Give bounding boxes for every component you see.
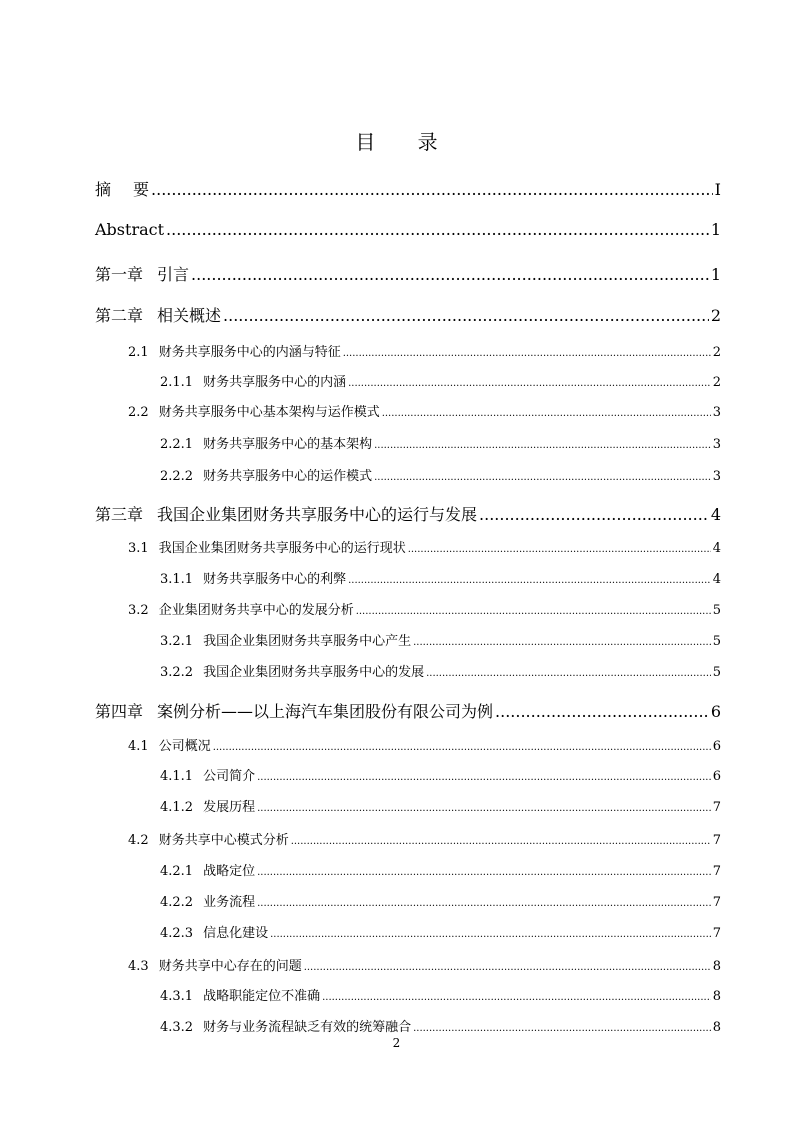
toc-entry-text: 财务共享服务中心的利弊: [203, 572, 347, 587]
toc-leader-dots: [322, 992, 711, 1003]
toc-leader-dots: [479, 505, 709, 524]
toc-entry-label: [160, 465, 372, 484]
toc-entry-number: 3.2.2: [160, 665, 194, 680]
toc-leader-dots: [495, 702, 709, 721]
toc-entry-text: 引言: [157, 265, 190, 284]
toc-entry-text: 我国企业集团财务共享服务中心的发展: [203, 665, 425, 680]
toc-entry[interactable]: [128, 599, 721, 618]
toc-entry[interactable]: [128, 955, 721, 974]
toc-entry-number: 2.1: [128, 345, 149, 360]
toc-leader-dots: [374, 440, 711, 451]
toc-leader-dots: [426, 668, 711, 679]
toc-entry-number: 2.2: [128, 405, 149, 420]
toc-entry-text: 财务共享服务中心的内涵与特征: [158, 345, 341, 360]
toc-entry-number: 4.2.3: [160, 926, 194, 941]
toc-entry-text: 我国企业集团财务共享服务中心的运行与发展: [157, 505, 478, 524]
toc-entry-number: 2.2.2: [160, 469, 194, 484]
toc-entry-text: 战略职能定位不准确: [203, 989, 321, 1004]
toc-entry[interactable]: [160, 1016, 721, 1035]
toc-entry-page: 3: [712, 469, 721, 484]
toc-leader-dots: [151, 180, 713, 199]
toc-entry[interactable]: [128, 341, 721, 360]
toc-entry-text: 财务共享服务中心的基本架构: [203, 437, 373, 452]
toc-entry[interactable]: [160, 371, 721, 390]
toc-entry-number: 摘: [95, 180, 112, 199]
toc-entry-label: [160, 630, 411, 649]
toc-entry-text: 财务共享中心模式分析: [158, 833, 289, 848]
toc-entry[interactable]: [160, 891, 721, 910]
toc-entry-label: [128, 599, 354, 618]
toc-leader-dots: [270, 929, 711, 940]
toc-entry-page: 8: [712, 959, 721, 974]
toc-entry[interactable]: [128, 829, 721, 848]
toc-entry-label: [95, 699, 493, 722]
toc-entry-page: 4: [710, 505, 721, 524]
toc-leader-dots: [213, 742, 711, 753]
toc-entry-number: 3.2: [128, 603, 149, 618]
toc-entry-number: 第三章: [95, 505, 144, 524]
toc-entry-number: 4.3: [128, 959, 149, 974]
toc-leader-dots: [223, 306, 709, 325]
toc-entry-text: 业务流程: [203, 895, 256, 910]
toc-entry-page: 1: [710, 265, 721, 284]
toc-leader-dots: [257, 803, 711, 814]
toc-entry-page: 7: [712, 833, 721, 848]
toc-entry-page: 1: [710, 220, 721, 239]
toc-entry-number: 4.1: [128, 739, 149, 754]
toc-entry-number: 第四章: [95, 702, 144, 721]
toc-entry-text: 企业集团财务共享中心的发展分析: [158, 603, 354, 618]
toc-leader-dots: [382, 408, 711, 419]
toc-entry-label: [95, 502, 477, 525]
toc-entry-page: 2: [712, 345, 721, 360]
toc-entry-page: 5: [712, 603, 721, 618]
toc-leader-dots: [291, 836, 711, 847]
toc-entry-number: 4.3.1: [160, 989, 194, 1004]
toc-entry-number: 4.1.1: [160, 769, 194, 784]
toc-entry[interactable]: [160, 630, 721, 649]
toc-entry-page: 8: [712, 989, 721, 1004]
toc-entry-page: 4: [712, 572, 721, 587]
toc-entry-page: 7: [712, 800, 721, 815]
toc-entry-label: [128, 735, 211, 754]
toc-entry-label: [160, 765, 255, 784]
toc-entry-text: 案例分析——以上海汽车集团股份有限公司为例: [157, 702, 494, 721]
toc-entry-number: 3.1: [128, 541, 149, 556]
toc-entry[interactable]: [160, 433, 721, 452]
toc-entry[interactable]: [95, 220, 721, 239]
toc-entry[interactable]: [95, 177, 721, 200]
toc-entry-text: 我国企业集团财务共享服务中心的运行现状: [158, 541, 406, 556]
toc-entry-label: [128, 955, 302, 974]
toc-entry-label: [95, 303, 221, 326]
toc-entry-label: [160, 922, 268, 941]
toc-leader-dots: [343, 348, 711, 359]
toc-leader-dots: [356, 606, 711, 617]
toc-entry-page: 2: [712, 375, 721, 390]
toc-entry-label: [128, 341, 341, 360]
toc-leader-dots: [304, 962, 711, 973]
toc-entry-text: 财务共享服务中心的内涵: [203, 375, 347, 390]
toc-entry-label: [160, 371, 346, 390]
toc-entry-text: 发展历程: [203, 800, 256, 815]
toc-entry[interactable]: [160, 860, 721, 879]
toc-entry[interactable]: [160, 661, 721, 680]
toc-entry[interactable]: [160, 796, 721, 815]
toc-entry-label: [160, 860, 255, 879]
toc-entry-text: 财务共享中心存在的问题: [158, 959, 302, 974]
toc-entry-label: [160, 568, 346, 587]
toc-leader-dots: [413, 1023, 711, 1034]
toc-entry-page: 4: [712, 541, 721, 556]
toc-entry-label: [160, 796, 255, 815]
toc-entry-page: 3: [712, 405, 721, 420]
toc-leader-dots: [374, 472, 711, 483]
toc-entry-label: [95, 220, 164, 239]
toc-entry-page: I: [714, 180, 721, 199]
toc-entry-text: Abstract: [95, 220, 165, 239]
toc-entry-number: 4.2: [128, 833, 149, 848]
toc-entry-page: 6: [710, 702, 721, 721]
toc-entry-page: 2: [710, 306, 721, 325]
toc-entry-text: 财务与业务流程缺乏有效的统筹融合: [203, 1020, 412, 1035]
toc-leader-dots: [348, 575, 711, 586]
toc-entry-label: [160, 1016, 411, 1035]
toc-entry-number: 2.2.1: [160, 437, 194, 452]
toc-entry[interactable]: [160, 922, 721, 941]
toc-entry-page: 6: [712, 769, 721, 784]
toc-entry-label: [95, 177, 149, 200]
toc-entry-text: 公司简介: [203, 769, 256, 784]
toc-entry-label: [95, 262, 189, 285]
toc-entry[interactable]: [128, 735, 721, 754]
toc-entry-text: 财务共享服务中心基本架构与运作模式: [158, 405, 380, 420]
toc-entry-label: [128, 401, 380, 420]
page-number: 2: [392, 1036, 401, 1050]
toc-entry[interactable]: [128, 401, 721, 420]
toc-entry-number: 4.3.2: [160, 1020, 194, 1035]
toc-entry-page: 5: [712, 665, 721, 680]
toc-entry-label: [160, 985, 320, 1004]
toc-entry[interactable]: [160, 765, 721, 784]
toc-entry-number: 第一章: [95, 265, 144, 284]
toc-entry-text: 相关概述: [157, 306, 222, 325]
toc-entry-number: 3.1.1: [160, 572, 194, 587]
toc-entry-number: 2.1.1: [160, 375, 194, 390]
toc-entry-page: 6: [712, 739, 721, 754]
toc-entry-page: 3: [712, 437, 721, 452]
toc-entry[interactable]: [95, 699, 721, 722]
toc-entry-page: 8: [712, 1020, 721, 1035]
toc-entry-label: [160, 433, 372, 452]
toc-entry-label: [160, 891, 255, 910]
toc-entry[interactable]: [160, 465, 721, 484]
toc-entry-number: 4.1.2: [160, 800, 194, 815]
toc-entry-label: [160, 661, 424, 680]
toc-entry-page: 7: [712, 926, 721, 941]
toc-leader-dots: [257, 898, 711, 909]
toc-leader-dots: [257, 867, 711, 878]
toc-entry-text: 财务共享服务中心的运作模式: [203, 469, 373, 484]
toc-entry-text: 我国企业集团财务共享服务中心产生: [203, 634, 412, 649]
toc-leader-dots: [408, 544, 711, 555]
toc-entry[interactable]: [95, 262, 721, 285]
toc-entry-label: [128, 537, 406, 556]
toc-entry[interactable]: [160, 985, 721, 1004]
toc-entry[interactable]: [160, 568, 721, 587]
toc-leader-dots: [413, 637, 711, 648]
toc-leader-dots: [166, 220, 709, 239]
toc-entry-text: 公司概况: [158, 739, 211, 754]
toc-entry-number: 4.2.2: [160, 895, 194, 910]
toc-entry[interactable]: [128, 537, 721, 556]
toc-leader-dots: [348, 378, 711, 389]
toc-entry-page: 7: [712, 864, 721, 879]
toc-entry-text: 战略定位: [203, 864, 256, 879]
toc-entry[interactable]: [95, 502, 721, 525]
toc-entry-page: 7: [712, 895, 721, 910]
toc-entry-number: 4.2.1: [160, 864, 194, 879]
toc-title: 目 录: [355, 130, 456, 154]
toc-entry-label: [128, 829, 289, 848]
toc-leader-dots: [257, 772, 711, 783]
toc-leader-dots: [191, 265, 709, 284]
toc-entry-number: 第二章: [95, 306, 144, 325]
toc-entry[interactable]: [95, 303, 721, 326]
toc-entry-page: 5: [712, 634, 721, 649]
toc-entry-number: 3.2.1: [160, 634, 194, 649]
toc-entry-text: 信息化建设: [203, 926, 269, 941]
toc-entry-text: 要: [133, 180, 150, 199]
